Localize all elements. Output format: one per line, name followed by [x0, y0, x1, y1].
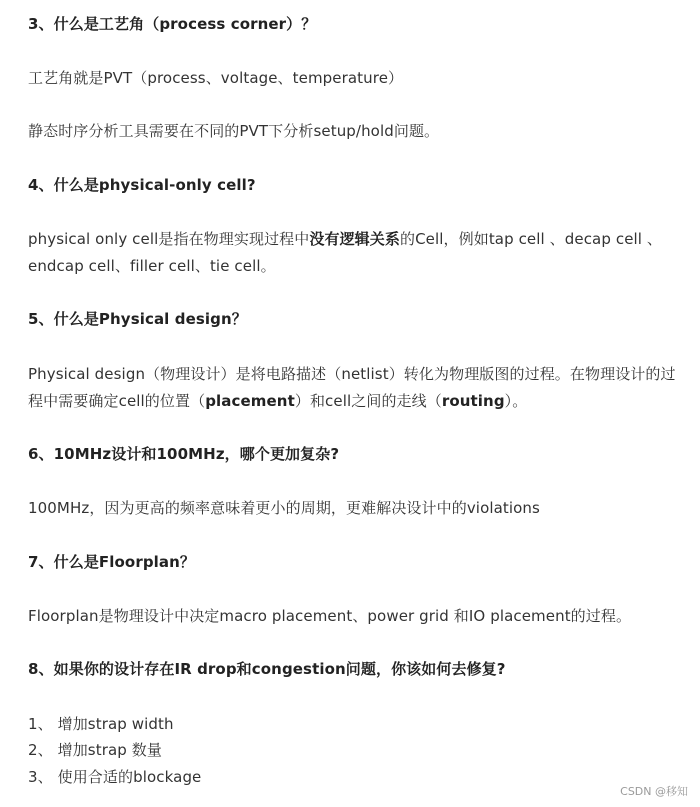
- q3-paragraph-2: 静态时序分析工具需要在不同的PVT下分析setup/hold问题。: [28, 122, 440, 140]
- q4-text-b: 的Cell，例如tap cell 、decap cell 、: [399, 230, 663, 248]
- q5-text-d: ）。: [504, 392, 528, 410]
- q4-paragraph-line-2: endcap cell、filler cell、tie cell。: [28, 257, 276, 275]
- q3-paragraph-1: 工艺角就是PVT（process、voltage、temperature）: [28, 69, 404, 87]
- q4-bold-text: 没有逻辑关系: [309, 230, 400, 248]
- q7-paragraph-1: Floorplan是物理设计中决定macro placement、power grid 和IO placement的过程。: [28, 607, 632, 625]
- q7-heading: 7、什么是Floorplan？: [28, 553, 196, 571]
- q8-heading: 8、如果你的设计存在IR drop和congestion问题，你该如何去修复?: [28, 660, 506, 678]
- q6-heading: 6、10MHz设计和100MHz，哪个更加复杂?: [28, 445, 340, 463]
- q5-bold-placement: placement: [205, 392, 295, 410]
- q5-text-c: ）和cell之间的走线（: [294, 392, 442, 410]
- q4-heading: 4、什么是physical-only cell?: [28, 176, 256, 194]
- q4-text-a: physical only cell是指在物理实现过程中: [28, 230, 310, 248]
- q5-heading: 5、什么是Physical design？: [28, 310, 247, 328]
- q8-list-item-3: 3、 使用合适的blockage: [28, 768, 202, 786]
- q4-paragraph-line-1: [28, 226, 690, 253]
- watermark: CSDN @移知: [620, 785, 688, 798]
- q8-list-item-1: 1、 增加strap width: [28, 715, 174, 733]
- q5-paragraph-line-2: [28, 388, 690, 415]
- q3-heading: 3、什么是工艺角（process corner）？: [28, 15, 317, 33]
- q6-paragraph-1: 100MHz，因为更高的频率意味着更小的周期，更难解决设计中的violations: [28, 499, 540, 517]
- q5-text-b: 程中需要确定cell的位置（: [28, 392, 206, 410]
- q5-paragraph-line-1: Physical design（物理设计）是将电路描述（netlist）转化为物理版图的过程。在物理设计的过: [28, 365, 676, 383]
- q8-list-item-2: 2、 增加strap 数量: [28, 741, 162, 759]
- q5-bold-routing: routing: [441, 392, 505, 410]
